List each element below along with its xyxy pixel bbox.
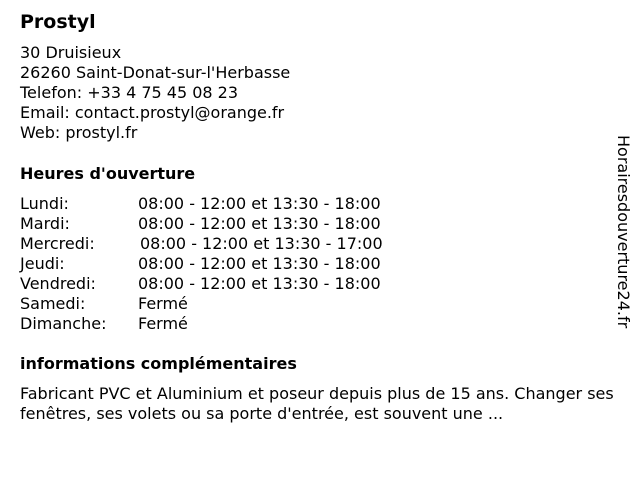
hours-value: Fermé — [138, 294, 188, 313]
address-city: 26260 Saint-Donat-sur-l'Herbasse — [20, 63, 291, 82]
hours-value: 08:00 - 12:00 et 13:30 - 17:00 — [140, 234, 383, 253]
hours-value: Fermé — [138, 314, 188, 333]
contact-block — [20, 43, 290, 143]
phone-line: Telefon: +33 4 75 45 08 23 — [20, 83, 239, 102]
opening-hours-table — [20, 194, 520, 334]
opening-hours-title: Heures d'ouverture — [20, 164, 196, 183]
hours-row-thursday — [20, 254, 520, 274]
hours-row-tuesday — [20, 214, 520, 234]
business-name: Prostyl — [20, 11, 96, 33]
web-line: Web: prostyl.fr — [20, 123, 138, 142]
watermark-text: Horairesdouverture24.fr — [614, 135, 633, 329]
hours-row-saturday — [20, 294, 520, 314]
day-label: Mercredi: — [20, 234, 95, 253]
day-label: Samedi: — [20, 294, 86, 313]
hours-value: 08:00 - 12:00 et 13:30 - 18:00 — [138, 214, 381, 233]
day-label: Jeudi: — [20, 254, 65, 273]
additional-info-text: Fabricant PVC et Aluminium et poseur depuis plus de 15 ans. Changer ses fenêtres, ses volets ou sa porte d'entrée, est souvent une ... — [20, 384, 614, 423]
day-label: Mardi: — [20, 214, 70, 233]
additional-info-title: informations complémentaires — [20, 354, 297, 373]
hours-value: 08:00 - 12:00 et 13:30 - 18:00 — [138, 254, 381, 273]
email-line: Email: contact.prostyl@orange.fr — [20, 103, 285, 122]
hours-row-wednesday — [20, 234, 520, 254]
hours-value: 08:00 - 12:00 et 13:30 - 18:00 — [138, 194, 381, 213]
day-label: Vendredi: — [20, 274, 96, 293]
hours-value: 08:00 - 12:00 et 13:30 - 18:00 — [138, 274, 381, 293]
day-label: Dimanche: — [20, 314, 107, 333]
site-watermark — [613, 135, 633, 345]
hours-row-monday — [20, 194, 520, 214]
day-label: Lundi: — [20, 194, 69, 213]
address-street: 30 Druisieux — [20, 43, 122, 62]
hours-row-friday — [20, 274, 520, 294]
hours-row-sunday — [20, 314, 520, 334]
